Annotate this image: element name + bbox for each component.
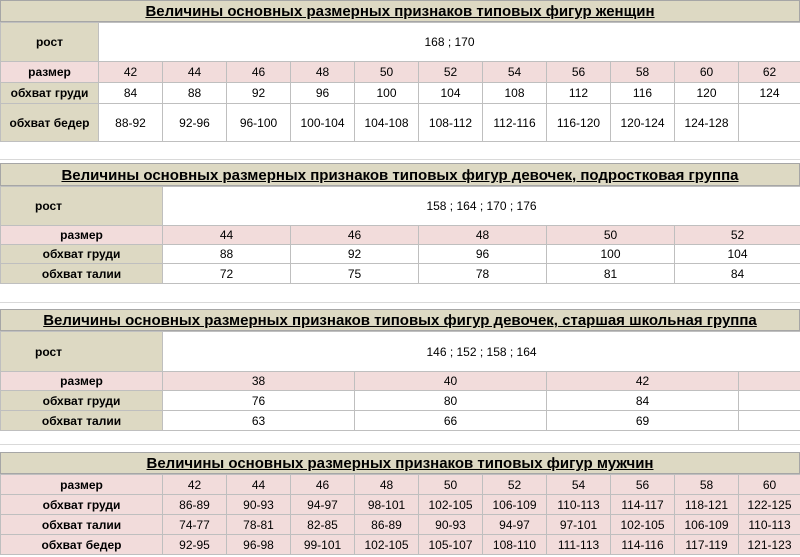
cell: 102-105 <box>355 535 419 555</box>
cell: 105-107 <box>419 535 483 555</box>
cell: 88 <box>163 245 291 264</box>
cell: 66 <box>355 411 547 431</box>
teen-waist-row <box>1 264 800 284</box>
cell: 118-121 <box>675 495 739 515</box>
cell: 52 <box>675 226 800 245</box>
women-title: Величины основных размерных признаков типовых фигур женщин <box>0 0 800 22</box>
cell: 46 <box>291 226 419 245</box>
cell: 108 <box>483 83 547 104</box>
cell: 90-93 <box>227 495 291 515</box>
cell: 76 <box>163 391 355 411</box>
teen-height-row <box>1 187 800 226</box>
cell: 97-101 <box>547 515 611 535</box>
cell: 100 <box>355 83 419 104</box>
teen-size-row <box>1 226 800 245</box>
cell: 50 <box>419 475 483 495</box>
cell: 96 <box>291 83 355 104</box>
cell: 52 <box>483 475 547 495</box>
senior-chest-row <box>1 391 800 411</box>
row-label: обхват груди <box>1 391 163 411</box>
cell: 100-104 <box>291 104 355 142</box>
cell: 75 <box>291 264 419 284</box>
cell: 81 <box>547 264 675 284</box>
cell: 99-101 <box>291 535 355 555</box>
cell: 94-97 <box>483 515 547 535</box>
cell: 56 <box>547 62 611 83</box>
cell: 114-117 <box>611 495 675 515</box>
senior-waist-row <box>1 411 800 431</box>
cell: 63 <box>163 411 355 431</box>
cell: 46 <box>291 475 355 495</box>
cell: 110-113 <box>739 515 800 535</box>
cell: 48 <box>419 226 547 245</box>
cell: 69 <box>547 411 739 431</box>
cell: 96-100 <box>227 104 291 142</box>
row-label: обхват бедер <box>1 104 99 142</box>
cell: 98-101 <box>355 495 419 515</box>
women-section <box>0 0 800 142</box>
cell: 54 <box>547 475 611 495</box>
women-height-label: рост <box>1 23 99 62</box>
cell: 100 <box>547 245 675 264</box>
women-hips-row <box>1 104 800 142</box>
men-table <box>0 474 800 555</box>
cell: 92-96 <box>163 104 227 142</box>
cell: 90-93 <box>419 515 483 535</box>
men-hips-row <box>1 535 800 555</box>
row-label: обхват талии <box>1 264 163 284</box>
cell: 42 <box>163 475 227 495</box>
row-label: размер <box>1 62 99 83</box>
cell: 38 <box>163 372 355 391</box>
cell: 106-109 <box>483 495 547 515</box>
cell: 120-124 <box>611 104 675 142</box>
cell <box>739 104 800 142</box>
row-label: размер <box>1 226 163 245</box>
cell: 54 <box>483 62 547 83</box>
row-label: обхват бедер <box>1 535 163 555</box>
cell: 60 <box>739 475 800 495</box>
women-size-row <box>1 62 800 83</box>
cell: 110-113 <box>547 495 611 515</box>
teen-height-label: рост <box>1 187 163 226</box>
cell: 78-81 <box>227 515 291 535</box>
divider <box>0 302 800 303</box>
cell: 50 <box>355 62 419 83</box>
cell: 102-105 <box>611 515 675 535</box>
divider <box>0 159 800 160</box>
cell: 40 <box>355 372 547 391</box>
cell: 88 <box>163 83 227 104</box>
cell: 58 <box>675 475 739 495</box>
teen-girls-section <box>0 163 800 284</box>
cell: 116 <box>611 83 675 104</box>
cell: 122-125 <box>739 495 800 515</box>
cell: 114-116 <box>611 535 675 555</box>
men-waist-row <box>1 515 800 535</box>
cell: 44 <box>163 62 227 83</box>
cell <box>739 372 800 391</box>
cell: 48 <box>291 62 355 83</box>
cell: 120 <box>675 83 739 104</box>
cell: 112-116 <box>483 104 547 142</box>
teen-height-value: 158 ; 164 ; 170 ; 176 <box>163 187 800 226</box>
cell: 56 <box>611 475 675 495</box>
senior-girls-section <box>0 309 800 431</box>
cell: 62 <box>739 62 800 83</box>
cell: 84 <box>547 391 739 411</box>
row-label: размер <box>1 475 163 495</box>
cell: 44 <box>163 226 291 245</box>
men-chest-row <box>1 495 800 515</box>
cell: 78 <box>419 264 547 284</box>
cell: 82-85 <box>291 515 355 535</box>
cell: 124-128 <box>675 104 739 142</box>
teen-girls-title: Величины основных размерных признаков типовых фигур девочек, подростковая группа <box>0 163 800 186</box>
row-label: обхват талии <box>1 411 163 431</box>
senior-height-value: 146 ; 152 ; 158 ; 164 <box>163 332 800 372</box>
cell <box>739 391 800 411</box>
women-table <box>0 22 800 142</box>
cell: 117-119 <box>675 535 739 555</box>
cell: 104 <box>675 245 800 264</box>
row-label: размер <box>1 372 163 391</box>
women-height-row <box>1 23 800 62</box>
cell: 80 <box>355 391 547 411</box>
cell: 106-109 <box>675 515 739 535</box>
cell: 84 <box>99 83 163 104</box>
men-title: Величины основных размерных признаков типовых фигур мужчин <box>0 452 800 474</box>
teen-girls-table <box>0 186 800 284</box>
cell: 108-112 <box>419 104 483 142</box>
cell: 42 <box>547 372 739 391</box>
row-label: обхват груди <box>1 245 163 264</box>
cell: 94-97 <box>291 495 355 515</box>
cell: 112 <box>547 83 611 104</box>
cell: 92 <box>227 83 291 104</box>
cell: 102-105 <box>419 495 483 515</box>
men-size-row <box>1 475 800 495</box>
cell: 72 <box>163 264 291 284</box>
cell: 86-89 <box>355 515 419 535</box>
senior-size-row <box>1 372 800 391</box>
cell: 104-108 <box>355 104 419 142</box>
cell: 50 <box>547 226 675 245</box>
cell: 92-95 <box>163 535 227 555</box>
cell: 42 <box>99 62 163 83</box>
cell: 86-89 <box>163 495 227 515</box>
cell: 92 <box>291 245 419 264</box>
men-section <box>0 452 800 555</box>
row-label: обхват груди <box>1 83 99 104</box>
cell: 121-123 <box>739 535 800 555</box>
cell: 60 <box>675 62 739 83</box>
teen-chest-row <box>1 245 800 264</box>
row-label: обхват талии <box>1 515 163 535</box>
cell: 46 <box>227 62 291 83</box>
women-chest-row <box>1 83 800 104</box>
cell: 111-113 <box>547 535 611 555</box>
cell: 104 <box>419 83 483 104</box>
cell: 84 <box>675 264 800 284</box>
cell: 58 <box>611 62 675 83</box>
cell: 96-98 <box>227 535 291 555</box>
cell: 96 <box>419 245 547 264</box>
row-label: обхват груди <box>1 495 163 515</box>
cell: 116-120 <box>547 104 611 142</box>
cell: 48 <box>355 475 419 495</box>
cell <box>739 411 800 431</box>
cell: 52 <box>419 62 483 83</box>
senior-height-row <box>1 332 800 372</box>
cell: 108-110 <box>483 535 547 555</box>
cell: 44 <box>227 475 291 495</box>
cell: 74-77 <box>163 515 227 535</box>
senior-girls-table <box>0 331 800 431</box>
cell: 124 <box>739 83 800 104</box>
senior-height-label: рост <box>1 332 163 372</box>
senior-girls-title: Величины основных размерных признаков типовых фигур девочек, старшая школьная группа <box>0 309 800 331</box>
divider <box>0 444 800 445</box>
women-height-value: 168 ; 170 <box>99 23 800 62</box>
cell: 88-92 <box>99 104 163 142</box>
